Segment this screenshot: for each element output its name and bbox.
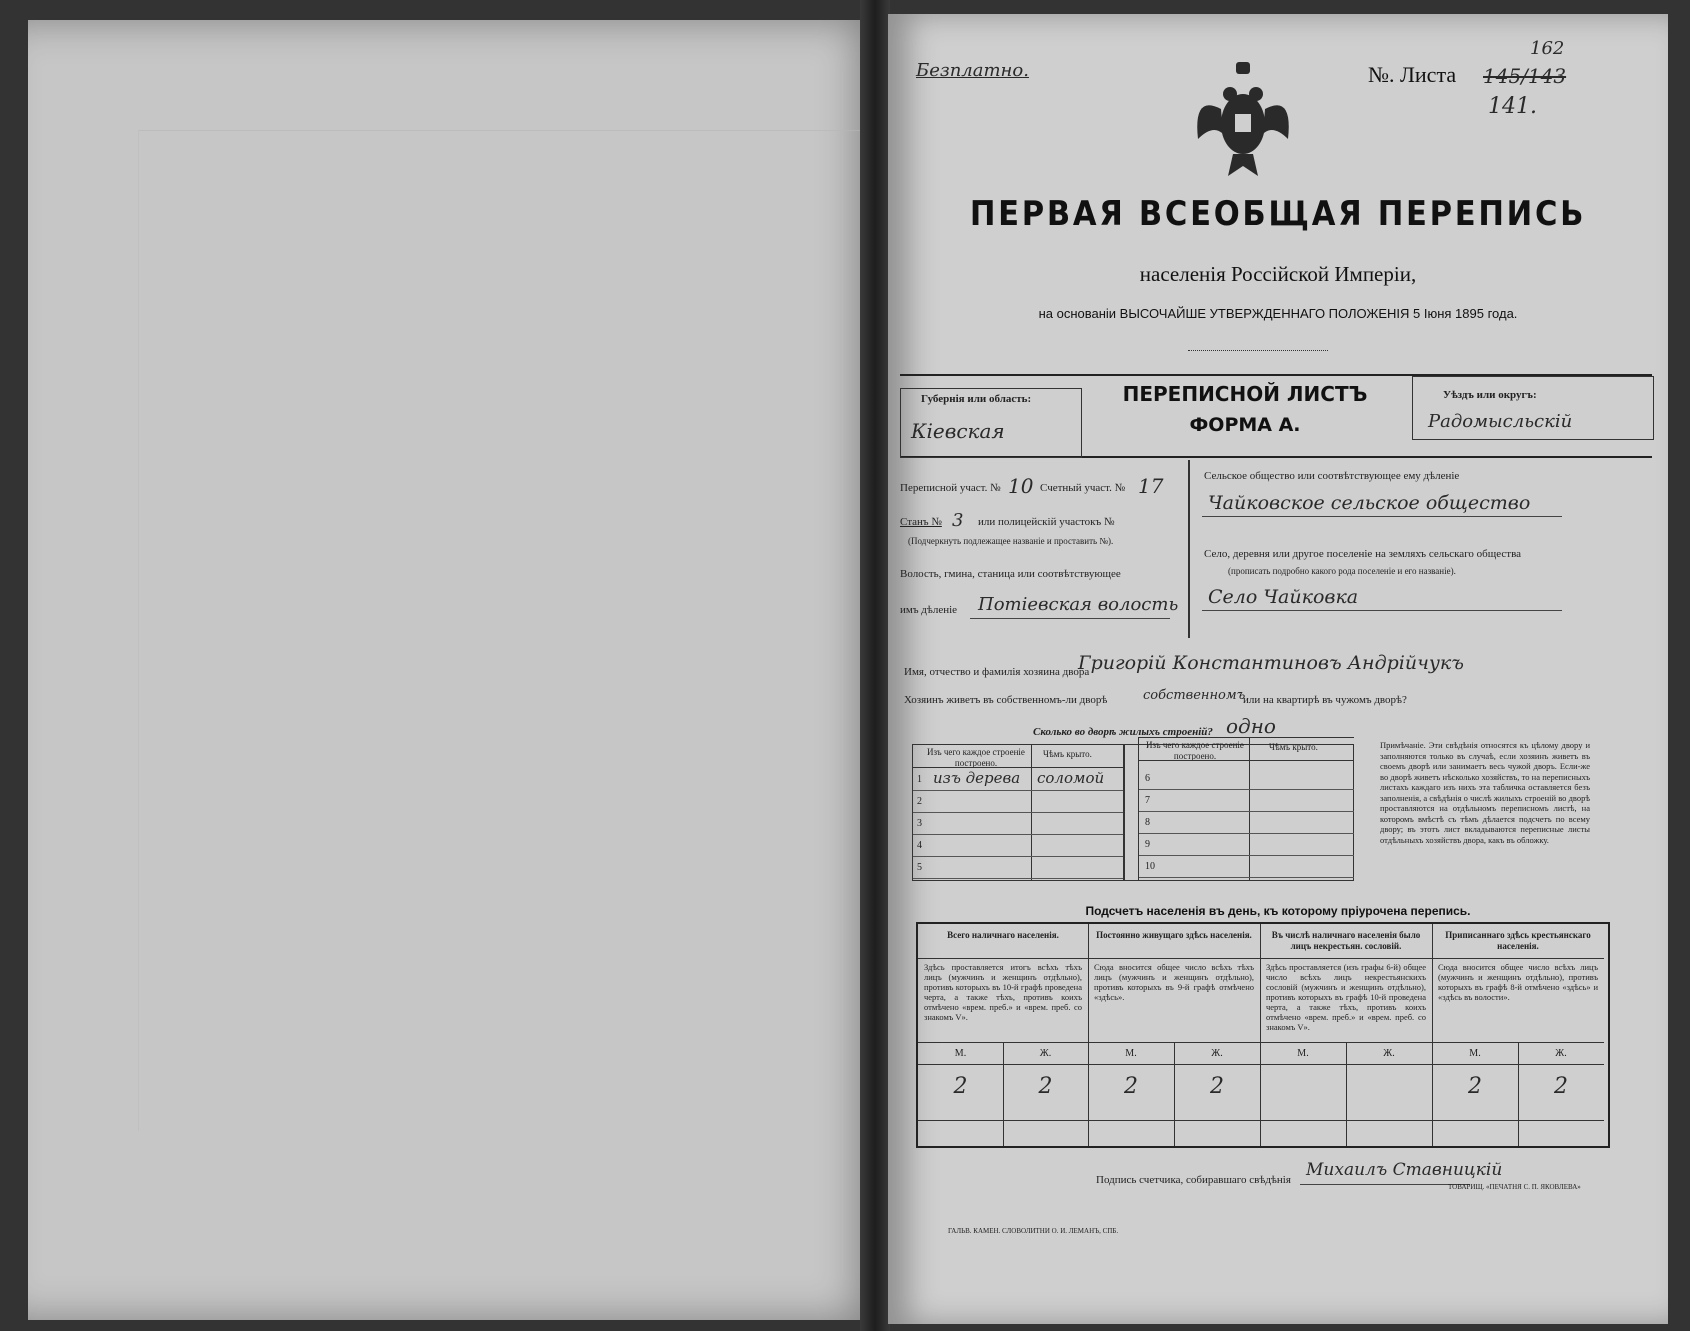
buildings-note: Примѣчаніе. Эти свѣдѣнія относятся къ цѣлому двору и заполняются только въ случаѣ, если хозяинъ живетъ въ своемъ дворѣ или занимаетъ весь чужой дворъ. Если-же во дворѣ живетъ нѣсколько хозяйствъ, то на переписныхъ листахъ каждаго изъ нихъ эта табличка оставляется безъ заполненія, а свѣдѣнія о числѣ жилыхъ строеній во дворѣ проставляются на отдѣльномъ переписномъ листѣ, на которомъ вмѣстѣ съ тѣмъ дѣлается подсчетъ по всему двору; въ этотъ лист вкладываются переписные листы отдѣльныхъ хозяйствъ двора, какъ въ обложку. — [1380, 740, 1590, 845]
count-female-value: 2 — [1554, 1074, 1568, 1099]
printer-mark-right: ТОВАРИЩ. «ПЕЧАТНЯ С. П. ЯКОВЛЕВА» — [1448, 1183, 1581, 1191]
building-row-line — [1139, 855, 1354, 856]
form-basis-line: на основаніи ВЫСОЧАЙШЕ УТВЕРЖДЕННАГО ПОЛОЖЕНІЯ 5 Іюня 1895 года. — [1038, 306, 1518, 321]
province-value: Кіевская — [911, 419, 1005, 443]
form-header-box — [900, 374, 1652, 458]
district-box — [1412, 376, 1654, 440]
building-row-line — [913, 812, 1123, 813]
field-divider — [1188, 460, 1190, 638]
count-column-header: Всего наличнаго населенія. — [947, 930, 1059, 940]
owner-residence-value: собственномъ — [1143, 688, 1246, 703]
book-gutter — [860, 0, 890, 1331]
count-value-line — [918, 1064, 1088, 1065]
form-subtitle: населенія Россійской Имперіи, — [1139, 262, 1417, 286]
count-column — [1260, 924, 1433, 1146]
building-row-line — [1139, 789, 1354, 790]
count-bottom-line — [1088, 1120, 1260, 1121]
stan-value: 3 — [952, 510, 964, 531]
buildings-table-right — [1138, 737, 1354, 881]
building-row-number: 6 — [1145, 773, 1150, 784]
bleed-through-ghost — [138, 130, 879, 1131]
province-box — [900, 388, 1082, 458]
society-label: Сельское общество или соотвѣтствующее ему дѣленіе — [1204, 470, 1460, 482]
signature-label: Подпись счетчика, собиравшаго свѣдѣнія — [1096, 1174, 1291, 1186]
sheet-number-struck: 145/143 — [1483, 64, 1567, 88]
underline-note: (Подчеркнуть подлежащее названіе и проставить №). — [908, 536, 1114, 546]
village-value: Село Чайковка — [1208, 586, 1359, 608]
census-district-value: 10 — [1008, 474, 1034, 498]
right-fields-block — [1198, 464, 1658, 642]
society-value: Чайковское сельское общество — [1208, 492, 1531, 514]
sheet-number-corrected: 162 — [1530, 38, 1565, 59]
building-row-number: 4 — [917, 840, 922, 851]
material-header-right: Изъ чего каждое строеніе построено. — [1146, 740, 1244, 761]
signature-underline — [1300, 1184, 1470, 1185]
village-underline — [1202, 610, 1562, 611]
district-value: Радомысльскій — [1428, 411, 1573, 432]
owner-name-value: Григорій Константиновъ Андрійчукъ — [1078, 652, 1464, 674]
province-label: Губернія или область: — [921, 393, 1032, 405]
count-male-label: М. — [954, 1048, 967, 1059]
society-underline — [1202, 516, 1562, 517]
left-fields-block — [900, 464, 1180, 642]
count-female-label: Ж. — [1383, 1048, 1395, 1059]
volost-label-2: имъ дѣленіе — [900, 604, 958, 616]
building-row-number: 1 — [917, 774, 922, 785]
count-female-value: 2 — [1038, 1074, 1053, 1099]
building-roof: соломой — [1037, 769, 1105, 787]
count-table — [916, 922, 1610, 1148]
signature-value: Михаилъ Ставницкій — [1306, 1160, 1503, 1180]
village-label: Село, деревня или другое поселеніе на земляхъ сельскаго общества — [1204, 548, 1522, 560]
owner-residence-label: Хозяинъ живетъ въ собственномъ-ли дворѣ — [904, 694, 1108, 706]
count-value-line — [1260, 1064, 1432, 1065]
census-sheet-title: ПЕРЕПИСНОЙ ЛИСТЪ — [1122, 382, 1368, 406]
count-male-value: 2 — [1124, 1074, 1138, 1099]
ornament-divider — [1188, 350, 1328, 351]
count-header-line — [1432, 958, 1604, 959]
count-district-value: 17 — [1138, 474, 1164, 498]
form-main-title: ПЕРВАЯ ВСЕОБЩАЯ ПЕРЕПИСЬ — [969, 194, 1587, 234]
roof-header-left: Чѣмъ крыто. — [1043, 749, 1092, 759]
left-page-blank — [28, 20, 888, 1320]
sheet-number-handwritten: 141. — [1488, 94, 1537, 119]
form-name: ФОРМА А. — [1189, 414, 1301, 436]
building-row-number: 5 — [917, 862, 922, 873]
count-column-description: Сюда вносится общее число всѣхъ тѣхъ лицъ (мужчинъ и женщинъ отдѣльно), противъ которыхъ въ 9-й графѣ отмѣчено «здѣсь». — [1094, 962, 1254, 1002]
volost-label: Волость, гмина, станица или соотвѣтствующее — [900, 568, 1121, 580]
census-district-label: Переписной участ. № — [900, 482, 1001, 494]
sheet-number-label: №. Листа — [1368, 62, 1457, 87]
stan-label: Станъ № — [900, 516, 942, 528]
count-district-label: Счетный участ. № — [1040, 482, 1126, 494]
count-female-value: 2 — [1210, 1074, 1224, 1099]
owner-residence-label-2: или на квартирѣ въ чужомъ дворѣ? — [1243, 694, 1407, 706]
buildings-table-left — [913, 745, 1125, 880]
count-female-label: Ж. — [1039, 1048, 1052, 1059]
building-row-number: 7 — [1145, 795, 1150, 806]
count-header-line — [1088, 958, 1260, 959]
count-female-label: Ж. — [1555, 1048, 1567, 1059]
count-header-line — [918, 958, 1088, 959]
count-value-line — [1088, 1064, 1260, 1065]
count-column-description: Здѣсь проставляется итогъ всѣхъ тѣхъ лицъ (мужчинъ и женщинъ отдѣльно), противъ которыхъ въ 10-й графѣ проведена черта, а также тѣхъ, противъ коихъ отмѣчено «врем. преб.» и «врем. преб. со знакомъ V». — [924, 962, 1082, 1022]
count-male-value: 2 — [953, 1074, 968, 1099]
imperial-eagle-emblem — [1188, 54, 1298, 184]
count-bottom-line — [1260, 1120, 1432, 1121]
material-header-left: Изъ чего каждое строеніе построено. — [927, 747, 1025, 768]
building-row-line — [1139, 811, 1354, 812]
building-row-line — [913, 878, 1123, 879]
count-column — [1088, 924, 1261, 1146]
volost-underline — [970, 618, 1170, 619]
count-male-value: 2 — [1468, 1074, 1482, 1099]
buildings-table — [912, 740, 1354, 881]
count-bottom-line — [918, 1120, 1088, 1121]
count-value-line — [1432, 1064, 1604, 1065]
census-form-page — [888, 14, 1668, 1324]
printer-mark-left: ГАЛЬВ. КАМЕН. СЛОВОЛИТНИ О. И. ЛЕМАНЪ, СПБ. — [948, 1227, 1119, 1235]
police-district-label: или полицейскій участокъ № — [978, 516, 1115, 528]
roof-header-right: Чѣмъ крыто. — [1269, 742, 1318, 752]
count-column-description: Сюда вносится общее число всѣхъ лицъ (мужчинъ и женщинъ отдѣльно), противъ которыхъ въ графѣ 8-й отмѣчено «здѣсь» и «здѣсь въ волости». — [1438, 962, 1598, 1002]
building-row-line — [1139, 877, 1354, 878]
building-row-line — [913, 790, 1123, 791]
count-male-label: М. — [1469, 1048, 1481, 1059]
count-female-label: Ж. — [1211, 1048, 1223, 1059]
village-note: (прописать подробно какого рода поселеніе и его названіе). — [1228, 566, 1456, 576]
building-row-number: 10 — [1145, 861, 1155, 872]
count-column-header: Приписаннаго здѣсь крестьянскаго населенія. — [1445, 930, 1591, 951]
building-row-number: 9 — [1145, 839, 1150, 850]
building-row-line — [913, 834, 1123, 835]
buildings-count-label: Сколько во дворѣ жилыхъ строеній? — [1033, 726, 1213, 738]
count-column-description: Здѣсь проставляется (изъ графы 6-й) общее число всѣхъ лицъ некрестьянскихъ сословій (мужчинъ и женщинъ отдѣльно), противъ которыхъ въ графѣ 10-й проведена черта, а также тѣхъ, противъ коихъ отмѣчено «врем. преб.» и «врем. преб. со знакомъ V». — [1266, 962, 1426, 1032]
building-material: изъ дерева — [933, 769, 1021, 787]
count-male-label: М. — [1125, 1048, 1137, 1059]
count-bottom-line — [1432, 1120, 1604, 1121]
building-row-number: 3 — [917, 818, 922, 829]
count-column-header: Въ числѣ наличнаго населенія было лицъ некрестьян. сословій. — [1271, 930, 1421, 951]
count-column — [918, 924, 1089, 1146]
building-row-number: 8 — [1145, 817, 1150, 828]
volost-value: Потіевская волость — [978, 594, 1179, 615]
owner-name-label: Имя, отчество и фамилія хозяина двора — [904, 666, 1090, 678]
count-header-line — [1260, 958, 1432, 959]
count-title: Подсчетъ населенія въ день, къ которому пріурочена перепись. — [1085, 904, 1471, 918]
district-label: Уѣздъ или округъ: — [1443, 389, 1537, 401]
building-row-line — [913, 856, 1123, 857]
count-male-label: М. — [1297, 1048, 1309, 1059]
building-row-number: 2 — [917, 796, 922, 807]
free-label: Безплатно. — [916, 60, 1029, 81]
count-column-header: Постоянно живущаго здѣсь населенія. — [1096, 930, 1252, 940]
building-row-line — [1139, 833, 1354, 834]
buildings-count-value: одно — [1226, 714, 1276, 738]
count-column — [1432, 924, 1604, 1146]
